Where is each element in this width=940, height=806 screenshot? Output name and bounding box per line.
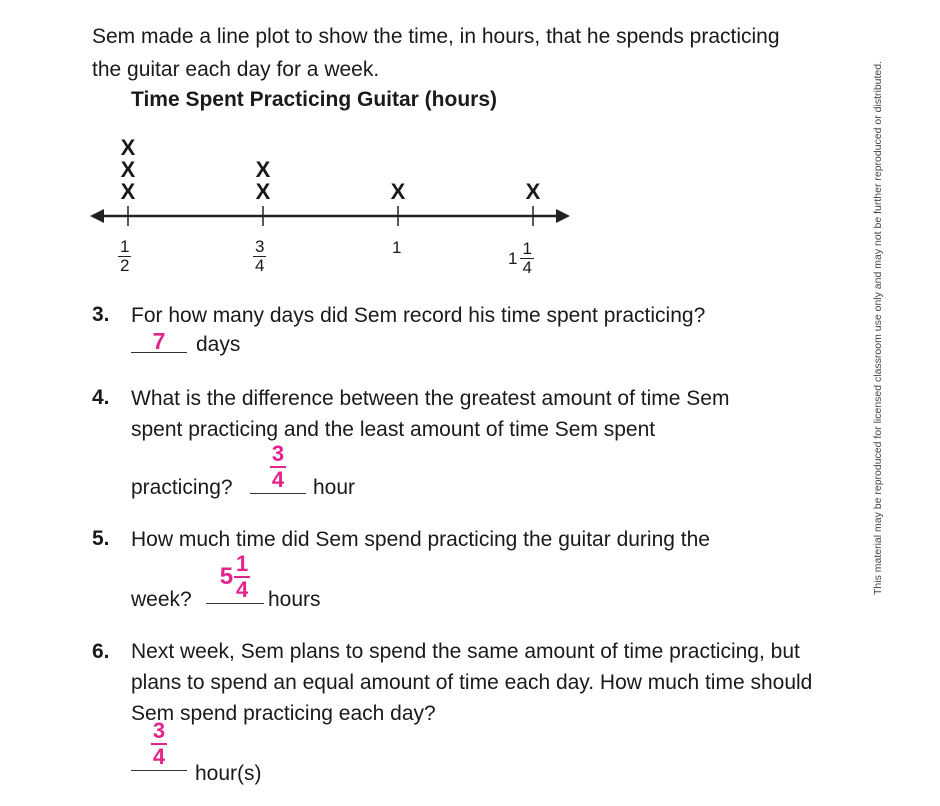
question-4-text-end: practicing? (131, 476, 233, 499)
question-5-number: 5. (92, 527, 110, 550)
plot-x-mark: X (255, 157, 271, 182)
tick-label-one: 1 (392, 238, 402, 257)
plot-x-mark: X (255, 179, 271, 204)
tick-label-half: $\frac{1}{2}$ (120, 237, 130, 275)
question-3-answer-blank (131, 330, 187, 352)
question-5-unit: hours (268, 588, 321, 611)
question-5-answer-fraction: $\frac{1}{4}$ (236, 551, 249, 602)
plot-x-mark: X (120, 157, 136, 182)
tick-label-one-and-quarter: 1 $\frac{1}{4}$ (508, 239, 532, 277)
plot-x-mark: X (390, 179, 406, 204)
question-6-text: Next week, Sem plans to spend the same amount of time practicing, but plans to spend an equal amount of time each day. How much time should Sem spend practicing each day? (131, 640, 813, 725)
question-3-text: For how many days did Sem record his time spent practicing? (131, 304, 706, 327)
question-4-answer-blank (250, 443, 306, 494)
question-6-answer: $\frac{3}{4}$ (152, 718, 166, 769)
copyright-note: This material may be reproduced for licensed classroom use only and may not be further reproduced or distributed. (872, 60, 884, 595)
question-5-answer-whole: 5 (219, 563, 234, 590)
plot-x-mark: X (525, 179, 541, 204)
question-4-unit: hour (313, 476, 356, 499)
plot-x-mark: X (120, 179, 136, 204)
question-3-number: 3. (92, 303, 110, 326)
question-3-unit: days (196, 333, 241, 356)
question-5-answer-blank (206, 553, 264, 604)
number-line-left-arrow (90, 209, 104, 223)
number-line-right-arrow (556, 209, 570, 223)
question-4-answer: $\frac{3}{4}$ (271, 441, 285, 492)
plot-x-mark: X (120, 135, 136, 160)
plot-title: Time Spent Practicing Guitar (hours) (131, 88, 498, 111)
question-4-text: What is the difference between the greatest amount of time Sem spent practicing and the least amount of time Sem spent (131, 387, 730, 441)
intro-text: Sem made a line plot to show the time, in hours, that he spends practicing the guitar each day for a week. (92, 25, 780, 81)
question-5-text-end: week? (131, 588, 192, 611)
question-3-answer: 7 (131, 330, 187, 353)
question-6-unit: hour(s) (195, 762, 262, 785)
question-4-number: 4. (92, 386, 110, 409)
tick-label-three-quarters: $\frac{3}{4}$ (255, 237, 265, 275)
question-5-text-line: How much time did Sem spend practicing the guitar during the (131, 528, 710, 551)
question-6-number: 6. (92, 640, 110, 663)
plot-marks (121, 135, 541, 204)
line-plot (0, 0, 940, 300)
question-6-answer-blank (131, 720, 187, 771)
